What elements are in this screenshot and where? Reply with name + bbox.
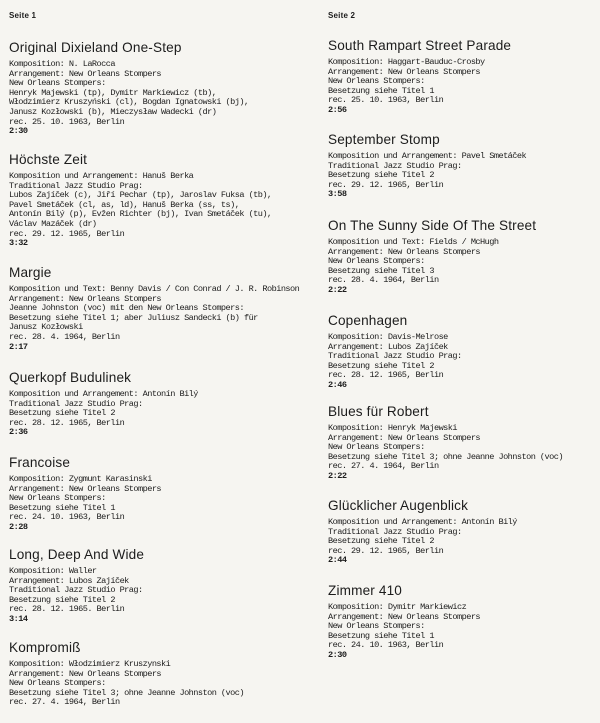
track-entry xyxy=(9,455,309,533)
track-credit-line: Komposition und Text: Fields / McHugh xyxy=(328,237,499,247)
track-credit-line: Pavel Smetáček (cl, as, ld), Hanuš Berka (ss, ts), xyxy=(9,199,240,210)
track-credit-line: New Orleans Stompers: xyxy=(328,442,425,453)
track-credit-line: New Orleans Stompers: xyxy=(328,621,425,632)
track-credit-line: Janusz Kozłowski (b), Mieczysław Wadecki (dr) xyxy=(9,106,217,117)
track-credit-line: Jeanne Johnston (voc) mit den New Orleans Stompers: xyxy=(9,303,244,314)
track-title: Original Dixieland One-Step xyxy=(9,40,182,55)
track-entry xyxy=(328,498,596,566)
track-credit-line: rec. 27. 4. 1964, Berlin xyxy=(328,461,439,472)
track-credit-line: Traditional Jazz Studio Prag: xyxy=(9,585,143,596)
track-duration: 2:36 xyxy=(9,427,28,438)
track-credit-line: rec. 25. 10. 1963, Berlin xyxy=(9,116,125,127)
track-credit-line: Arrangement: New Orleans Stompers xyxy=(9,68,162,79)
track-credit-line: rec. 28. 4. 1964, Berlin xyxy=(328,275,439,286)
track-credit-line: Komposition: Davis-Melrose xyxy=(328,332,448,342)
track-credit-line: Arrangement: Lubos Zajíček xyxy=(328,341,448,352)
track-title: Höchste Zeit xyxy=(9,152,88,167)
track-credit-line: Komposition und Arrangement: Antonín Bilý xyxy=(328,517,517,527)
track-title: Copenhagen xyxy=(328,313,408,328)
track-credit-line: rec. 28. 12. 1965. Berlin xyxy=(9,604,125,615)
track-title: Zimmer 410 xyxy=(328,583,403,598)
track-credit-line: Besetzung siehe Titel 3; ohne Jeanne Johnston (voc) xyxy=(9,687,244,698)
track-duration: 2:22 xyxy=(328,284,347,295)
track-credit-line: Arrangement: New Orleans Stompers xyxy=(328,432,481,443)
track-entry xyxy=(328,38,596,116)
track-credit-line: Besetzung siehe Titel 1; aber Juliusz Sandecki (b) für xyxy=(9,312,258,323)
track-credit-line: Komposition und Text: Benny Davis / Con Conrad / J. R. Robinson xyxy=(9,284,300,294)
track-credit-line: New Orleans Stompers: xyxy=(9,678,106,689)
track-entry xyxy=(328,132,596,200)
track-credit-line: Besetzung siehe Titel 3 xyxy=(328,265,434,276)
track-duration: 2:30 xyxy=(328,649,347,660)
track-credit-line: New Orleans Stompers: xyxy=(9,78,106,89)
track-credit-line: Arrangement: New Orleans Stompers xyxy=(9,293,162,304)
track-credit-line: rec. 29. 12. 1965, Berlin xyxy=(328,179,444,190)
track-duration: 2:56 xyxy=(328,104,347,115)
track-duration: 2:44 xyxy=(328,555,347,566)
track-entry xyxy=(328,313,596,391)
track-duration: 3:58 xyxy=(328,189,347,200)
track-credit-line: rec. 24. 10. 1963, Berlin xyxy=(328,640,444,651)
track-credit-line: Antonín Bilý (p), Evžen Richter (bj), Ivan Smetáček (tu), xyxy=(9,209,272,220)
track-duration: 2:17 xyxy=(9,341,28,352)
track-credit-line: Komposition: Dymitr Markiewicz xyxy=(328,602,467,612)
track-credit-line: rec. 24. 10. 1963, Berlin xyxy=(9,512,125,523)
track-entry xyxy=(9,265,309,352)
track-credit-line: rec. 29. 12. 1965, Berlin xyxy=(328,545,444,556)
track-credit-line: Komposition: Włodzimierz Kruszynski xyxy=(9,659,171,669)
track-credit-line: Arrangement: New Orleans Stompers xyxy=(328,246,481,257)
track-credit-line: rec. 28. 12. 1965, Berlin xyxy=(9,417,125,428)
track-credit-line: Komposition: N. LaRocca xyxy=(9,59,115,69)
track-credit-line: Arrangement: New Orleans Stompers xyxy=(9,668,162,679)
track-credit-line: Besetzung siehe Titel 1 xyxy=(328,85,434,96)
track-title: Francoise xyxy=(9,455,71,470)
track-credit-line: Besetzung siehe Titel 2 xyxy=(328,536,434,547)
track-credit-line: Komposition und Arrangement: Pavel Smetáček xyxy=(328,151,527,161)
track-credit-line: Traditional Jazz Studio Prag: xyxy=(328,160,462,171)
track-credit-line: Traditional Jazz Studio Prag: xyxy=(328,526,462,537)
side-2-label: Seite 2 xyxy=(328,11,356,20)
track-credit-line: Komposition und Arrangement: Hanuš Berka xyxy=(9,171,194,181)
track-duration: 2:28 xyxy=(9,521,28,532)
track-credit-line: Komposition: Haggart-Bauduc-Crosby xyxy=(328,57,485,67)
track-credit-line: Henryk Majewski (tp), Dymitr Markiewicz (tb), xyxy=(9,87,217,98)
track-duration: 2:22 xyxy=(328,470,347,481)
track-title: On The Sunny Side Of The Street xyxy=(328,218,537,233)
track-credit-line: Arrangement: New Orleans Stompers xyxy=(9,483,162,494)
track-credit-line: Besetzung siehe Titel 2 xyxy=(9,594,115,605)
track-credit-line: Arrangement: New Orleans Stompers xyxy=(328,66,481,77)
track-duration: 2:46 xyxy=(328,379,347,390)
track-credit-line: Komposition: Zygmunt Karasinski xyxy=(9,474,152,484)
track-entry xyxy=(9,370,309,438)
track-duration: 2:30 xyxy=(9,126,28,137)
track-credit-line: rec. 28. 12. 1965, Berlin xyxy=(328,370,444,381)
side-1-label: Seite 1 xyxy=(9,11,37,20)
track-credit-line: New Orleans Stompers: xyxy=(9,493,106,504)
track-duration: 3:32 xyxy=(9,238,28,249)
track-credit-line: Besetzung siehe Titel 1 xyxy=(328,630,434,641)
track-title: Blues für Robert xyxy=(328,404,429,419)
track-credit-line: Traditional Jazz Studio Prag: xyxy=(9,180,143,191)
track-credit-line: Besetzung siehe Titel 3; ohne Jeanne Johnston (voc) xyxy=(328,451,563,462)
track-credit-line: rec. 25. 10. 1963, Berlin xyxy=(328,95,444,106)
track-entry xyxy=(9,40,309,137)
track-credit-line: Traditional Jazz Studio Prag: xyxy=(9,398,143,409)
track-entry xyxy=(9,152,309,249)
track-credit-line: Traditional Jazz Studio Prag: xyxy=(328,351,462,362)
track-credit-line: Komposition und Arrangement: Antonín Bilý xyxy=(9,389,198,399)
track-entry xyxy=(328,404,596,482)
track-credit-line: Besetzung siehe Titel 2 xyxy=(9,408,115,419)
track-credit-line: rec. 27. 4. 1964, Berlin xyxy=(9,697,120,708)
track-credit-line: rec. 28. 4. 1964, Berlin xyxy=(9,331,120,342)
track-credit-line: Arrangement: Lubos Zajíček xyxy=(9,575,129,586)
track-title: Kompromiß xyxy=(9,640,81,655)
track-credit-line: Besetzung siehe Titel 2 xyxy=(328,360,434,371)
track-title: Margie xyxy=(9,265,52,280)
track-credit-line: New Orleans Stompers: xyxy=(328,76,425,87)
track-credit-line: rec. 29. 12. 1965, Berlin xyxy=(9,228,125,239)
track-credit-line: Komposition: Henryk Majewski xyxy=(328,423,457,433)
track-credit-line: Włodzimierz Kruszyński (cl), Bogdan Ignatowski (bj), xyxy=(9,97,249,108)
track-credit-line: Janusz Kozłowski xyxy=(9,322,83,333)
track-credit-line: Komposition: Waller xyxy=(9,566,97,576)
track-title: Glücklicher Augenblick xyxy=(328,498,469,513)
track-credit-line: New Orleans Stompers: xyxy=(328,256,425,267)
track-title: Long, Deep And Wide xyxy=(9,547,145,562)
track-entry xyxy=(9,640,309,708)
track-entry xyxy=(328,218,596,296)
track-duration: 3:14 xyxy=(9,613,28,624)
track-credit-line: Besetzung siehe Titel 2 xyxy=(328,170,434,181)
track-credit-line: Lubos Zajíček (c), Jiří Pechar (tp), Jaroslav Fuksa (tb), xyxy=(9,190,272,201)
track-title: South Rampart Street Parade xyxy=(328,38,512,53)
track-title: September Stomp xyxy=(328,132,440,147)
track-entry xyxy=(328,583,596,661)
track-credit-line: Arrangement: New Orleans Stompers xyxy=(328,611,481,622)
track-credit-line: Besetzung siehe Titel 1 xyxy=(9,502,115,513)
track-credit-line: Václav Mazáček (dr) xyxy=(9,218,97,229)
track-title: Querkopf Budulinek xyxy=(9,370,132,385)
track-entry xyxy=(9,547,309,625)
